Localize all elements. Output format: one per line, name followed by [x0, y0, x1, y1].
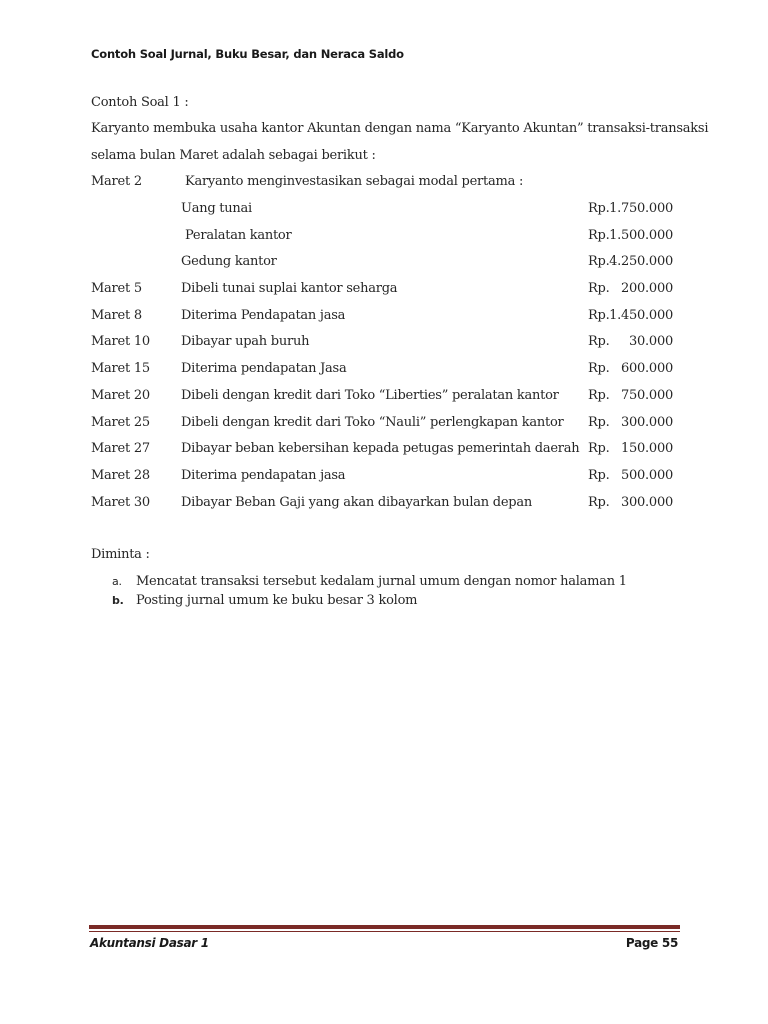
transaction-row [91, 334, 679, 356]
transaction-date: Maret 20 [91, 388, 150, 403]
currency-label: Rp. [588, 201, 610, 216]
transaction-row [91, 201, 679, 223]
transaction-amount: 300.000 [620, 415, 673, 430]
transaction-description: Dibeli dengan kredit dari Toko “Liberties” peralatan kantor [181, 388, 559, 403]
transaction-date: Maret 10 [91, 334, 150, 349]
footer-book-title: Akuntansi Dasar 1 [90, 936, 209, 950]
problem-heading: Contoh Soal 1 : [91, 95, 189, 110]
transaction-description: Dibeli tunai suplai kantor seharga [181, 281, 398, 296]
currency-label: Rp. [588, 254, 610, 269]
transaction-date: Maret 25 [91, 415, 150, 430]
transaction-amount: 600.000 [620, 361, 673, 376]
transaction-amount: 30.000 [629, 334, 673, 349]
page-header-title: Contoh Soal Jurnal, Buku Besar, dan Neraca Saldo [91, 47, 404, 61]
transaction-row [91, 308, 679, 330]
transaction-description: Diterima Pendapatan jasa [181, 308, 346, 323]
currency-label: Rp. [588, 468, 610, 483]
transaction-date: Maret 27 [91, 441, 150, 456]
list-item-text: Posting jurnal umum ke buku besar 3 kolom [136, 593, 418, 608]
transaction-description: Dibayar Beban Gaji yang akan dibayarkan bulan depan [181, 495, 532, 510]
transaction-row [91, 415, 679, 437]
transaction-description: Gedung kantor [181, 254, 277, 269]
transaction-description: Karyanto menginvestasikan sebagai modal pertama : [185, 174, 524, 189]
transaction-description: Diterima pendapatan jasa [181, 468, 346, 483]
footer-page-number: Page 55 [625, 936, 678, 950]
transaction-amount: 150.000 [620, 441, 673, 456]
transaction-description: Uang tunai [181, 201, 252, 216]
transaction-amount: 300.000 [620, 495, 673, 510]
transaction-date: Maret 30 [91, 495, 150, 510]
list-marker: a. [112, 575, 122, 588]
list-marker: b. [112, 594, 124, 607]
list-item-text: Mencatat transaksi tersebut kedalam jurnal umum dengan nomor halaman 1 [136, 574, 627, 589]
transaction-description: Dibayar upah buruh [181, 334, 310, 349]
currency-label: Rp. [588, 495, 610, 510]
transaction-date: Maret 8 [91, 308, 142, 323]
transaction-row [91, 254, 679, 276]
transaction-row [91, 468, 679, 490]
currency-label: Rp. [588, 415, 610, 430]
problem-intro-line-2: selama bulan Maret adalah sebagai berikut : [91, 148, 376, 163]
list-item [112, 574, 672, 593]
transaction-description: Dibayar beban kebersihan kepada petugas pemerintah daerah [181, 441, 580, 456]
transaction-amount: 500.000 [620, 468, 673, 483]
footer-divider-thin [89, 931, 680, 932]
transaction-description: Diterima pendapatan Jasa [181, 361, 347, 376]
transaction-row [91, 495, 679, 517]
transaction-description: Peralatan kantor [185, 228, 292, 243]
transaction-row [91, 281, 679, 303]
transaction-row [91, 388, 679, 410]
currency-label: Rp. [588, 388, 610, 403]
currency-label: Rp. [588, 361, 610, 376]
transaction-date: Maret 5 [91, 281, 142, 296]
transaction-date: Maret 2 [91, 174, 142, 189]
transaction-amount: 200.000 [620, 281, 673, 296]
tasks-heading: Diminta : [91, 547, 150, 562]
list-item [112, 593, 672, 612]
task-list [112, 574, 672, 612]
transaction-date: Maret 28 [91, 468, 150, 483]
transaction-row [91, 228, 679, 250]
transaction-amount: 4.250.000 [609, 254, 673, 269]
transaction-row [91, 441, 679, 463]
transaction-amount: 1.750.000 [609, 201, 673, 216]
transaction-row [91, 174, 679, 196]
transaction-row [91, 361, 679, 383]
currency-label: Rp. [588, 441, 610, 456]
currency-label: Rp. [588, 228, 610, 243]
transaction-amount: 1.450.000 [609, 308, 673, 323]
transaction-amount: 750.000 [620, 388, 673, 403]
currency-label: Rp. [588, 308, 610, 323]
currency-label: Rp. [588, 334, 610, 349]
transaction-description: Dibeli dengan kredit dari Toko “Nauli” perlengkapan kantor [181, 415, 564, 430]
footer-divider-thick [89, 925, 680, 929]
currency-label: Rp. [588, 281, 610, 296]
problem-intro-line-1: Karyanto membuka usaha kantor Akuntan dengan nama “Karyanto Akuntan” transaksi-transaksi [91, 121, 709, 136]
transaction-amount: 1.500.000 [609, 228, 673, 243]
transaction-date: Maret 15 [91, 361, 150, 376]
